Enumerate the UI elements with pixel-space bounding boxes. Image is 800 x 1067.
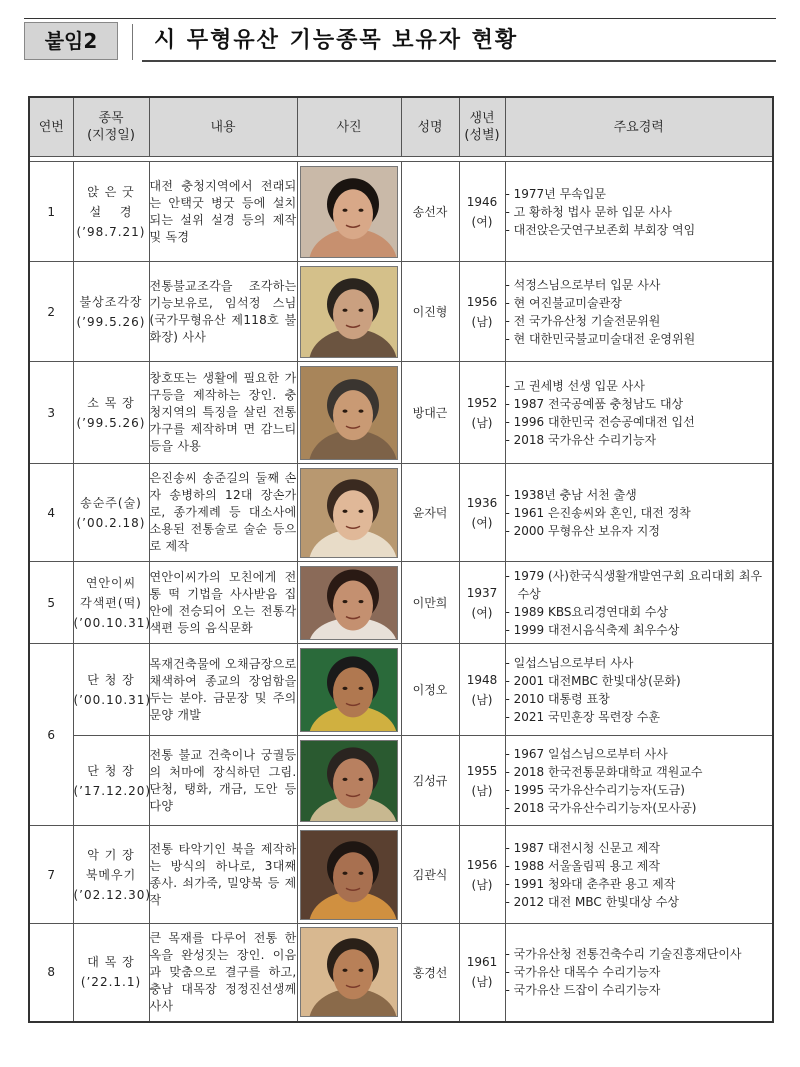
row-number: 2 — [29, 262, 73, 362]
name-cell: 송선자 — [401, 162, 459, 262]
photo-cell — [297, 562, 401, 644]
item-cell: 송순주(술) (’00.2.18) — [73, 464, 149, 562]
name-cell: 이진형 — [401, 262, 459, 362]
desc-cell: 대전 충청지역에서 전래되는 안택굿 병굿 등에 설치되는 설위 설경 등의 제작 및 독경 — [149, 162, 297, 262]
career-item: - 1979 (사)한국식생활개발연구회 요리대회 최우수상 — [505, 568, 763, 601]
col-name: 성명 — [401, 97, 459, 157]
career-cell — [505, 562, 773, 644]
career-cell — [505, 262, 773, 362]
photo-cell — [297, 162, 401, 262]
career-item: - 2018 국가유산 수리기능자 — [505, 432, 657, 447]
desc-cell: 큰 목재를 다루어 전통 한옥을 완성짓는 장인. 이음과 맞춤으로 결구를 하고, 충남 대목장 정정진선생께 사사 — [149, 924, 297, 1022]
birth-cell: 1956 (남) — [459, 262, 505, 362]
birth-cell: 1948 (남) — [459, 644, 505, 736]
col-photo: 사진 — [297, 97, 401, 157]
career-item: - 1989 KBS요리경연대회 수상 — [505, 604, 669, 619]
item-cell: 앉 은 굿 설 경 (’98.7.21) — [73, 162, 149, 262]
col-career: 주요경력 — [505, 97, 773, 157]
desc-cell: 목재건축물에 오채금장으로 채색하여 종교의 장엄함을 두는 분야. 금문장 및 주의 문양 개발 — [149, 644, 297, 736]
portrait-image-3 — [301, 469, 397, 557]
col-no: 연번 — [29, 97, 73, 157]
career-item: - 국가유산청 전통건축수리 기술진흥재단이사 — [505, 947, 742, 962]
header-divider — [132, 24, 133, 60]
row-number: 3 — [29, 362, 73, 464]
header-row — [29, 97, 773, 157]
desc-cell: 전통불교조각을 조각하는 기능보유로, 임석정 스님(국가무형유산 제118호 불화장) 사사 — [149, 262, 297, 362]
career-item: - 일섭스님으로부터 사사 — [505, 655, 634, 670]
portrait-image-8 — [301, 928, 397, 1016]
portrait-photo — [300, 830, 398, 920]
portrait-image-7 — [301, 831, 397, 919]
photo-cell — [297, 826, 401, 924]
portrait-image-4 — [301, 567, 397, 639]
career-item: - 1995 국가유산수리기능자(도금) — [505, 782, 685, 797]
birth-cell: 1961 (남) — [459, 924, 505, 1022]
career-item: - 1977년 무속입문 — [505, 186, 606, 201]
career-item: - 1987 대전시청 신문고 제작 — [505, 840, 660, 855]
career-item: - 2012 대전 MBC 한빛대상 수상 — [505, 894, 679, 909]
career-item: - 2001 대전MBC 한빛대상(문화) — [505, 673, 681, 688]
birth-cell: 1936 (여) — [459, 464, 505, 562]
item-cell: 악 기 장 북메우기 (’02.12.30) — [73, 826, 149, 924]
birth-cell: 1946 (여) — [459, 162, 505, 262]
photo-cell — [297, 262, 401, 362]
career-cell — [505, 644, 773, 736]
portrait-image-5 — [301, 649, 397, 731]
name-cell: 홍경선 — [401, 924, 459, 1022]
name-cell: 이만희 — [401, 562, 459, 644]
career-item: - 석정스님으로부터 입문 사사 — [505, 277, 661, 292]
table-row — [29, 736, 773, 826]
career-item: - 현 여진불교미술관장 — [505, 295, 622, 310]
career-item: - 2000 무형유산 보유자 지정 — [505, 523, 660, 538]
desc-cell: 은진송씨 송준길의 둘째 손자 송병하의 12대 장손가로, 종가제례 등 대소사에 소용된 전통술로 술순 등으로 제작 — [149, 464, 297, 562]
career-item: - 1991 청와대 춘추관 용고 제작 — [505, 876, 676, 891]
birth-cell: 1956 (남) — [459, 826, 505, 924]
row-number: 7 — [29, 826, 73, 924]
top-rule — [24, 18, 776, 19]
portrait-photo — [300, 648, 398, 732]
portrait-photo — [300, 740, 398, 822]
portrait-photo — [300, 266, 398, 358]
birth-cell: 1937 (여) — [459, 562, 505, 644]
photo-cell — [297, 644, 401, 736]
table-row — [29, 924, 773, 1022]
desc-cell: 연안이씨가의 모친에게 전통 떡 기법을 사사받음 집안에 전승되어 오는 전통각색편 등의 음식문화 — [149, 562, 297, 644]
table-row — [29, 262, 773, 362]
photo-cell — [297, 464, 401, 562]
portrait-image-6 — [301, 741, 397, 821]
desc-cell: 전통 타악기인 북을 제작하는 방식의 하나로, 3대째 종사. 쇠가죽, 밀양북 등 제작 — [149, 826, 297, 924]
name-cell: 김관식 — [401, 826, 459, 924]
career-item: - 2021 국민훈장 목련장 수훈 — [505, 709, 660, 724]
career-item: - 1987 전국공예품 충청남도 대상 — [505, 396, 684, 411]
photo-cell — [297, 362, 401, 464]
portrait-photo — [300, 468, 398, 558]
item-cell: 불상조각장 (’99.5.26) — [73, 262, 149, 362]
career-item: - 1996 대한민국 전승공예대전 입선 — [505, 414, 695, 429]
career-item: - 1967 일섭스님으로부터 사사 — [505, 746, 668, 761]
row-number: 8 — [29, 924, 73, 1022]
career-item: - 1999 대전시음식축제 최우수상 — [505, 622, 680, 637]
birth-cell: 1955 (남) — [459, 736, 505, 826]
career-cell — [505, 162, 773, 262]
portrait-image-0 — [301, 167, 397, 257]
career-item: - 1938년 충남 서천 출생 — [505, 487, 637, 502]
row-number: 4 — [29, 464, 73, 562]
attachment-badge: 붙임2 — [24, 22, 118, 60]
career-item: - 고 황하청 법사 문하 입문 사사 — [505, 204, 672, 219]
name-cell: 김성규 — [401, 736, 459, 826]
career-item: - 대전앉은굿연구보존회 부회장 역임 — [505, 222, 696, 237]
table-row — [29, 644, 773, 736]
item-cell: 단 청 장 (’00.10.31) — [73, 644, 149, 736]
career-cell — [505, 362, 773, 464]
name-cell: 방대근 — [401, 362, 459, 464]
table-body — [29, 157, 773, 1022]
holders-table — [28, 96, 774, 1023]
career-item: - 2018 국가유산수리기능자(모사공) — [505, 800, 697, 815]
page-header — [24, 20, 776, 61]
item-cell: 단 청 장 (’17.12.20) — [73, 736, 149, 826]
career-item: - 1961 은진송씨와 혼인, 대전 정착 — [505, 505, 691, 520]
photo-cell — [297, 924, 401, 1022]
portrait-image-2 — [301, 367, 397, 459]
portrait-photo — [300, 566, 398, 640]
portrait-photo — [300, 927, 398, 1017]
career-cell — [505, 826, 773, 924]
career-item: - 현 대한민국불교미술대전 운영위원 — [505, 331, 696, 346]
title-underline — [142, 60, 776, 62]
table-row — [29, 562, 773, 644]
table-row — [29, 464, 773, 562]
table-row — [29, 826, 773, 924]
row-number: 5 — [29, 562, 73, 644]
item-cell: 소 목 장 (’99.5.26) — [73, 362, 149, 464]
career-cell — [505, 464, 773, 562]
photo-cell — [297, 736, 401, 826]
row-number: 1 — [29, 162, 73, 262]
table-row — [29, 162, 773, 262]
career-item: - 2018 한국전통문화대학교 객원교수 — [505, 764, 703, 779]
career-item: - 1988 서울올림픽 용고 제작 — [505, 858, 660, 873]
desc-cell: 창호또는 생활에 필요한 가구등을 제작하는 장인. 충청지역의 특징을 살린 전통가구를 제작하며 면 감느티 등을 사용 — [149, 362, 297, 464]
row-number: 6 — [29, 644, 73, 826]
page-title: 시 무형유산 기능종목 보유자 현황 — [154, 28, 519, 53]
portrait-photo — [300, 366, 398, 460]
name-cell: 이정오 — [401, 644, 459, 736]
portrait-photo — [300, 166, 398, 258]
col-item: 종목 (지정일) — [73, 97, 149, 157]
table-row — [29, 362, 773, 464]
name-cell: 윤자덕 — [401, 464, 459, 562]
col-birth: 생년 (성별) — [459, 97, 505, 157]
birth-cell: 1952 (남) — [459, 362, 505, 464]
career-item: - 국가유산 드잡이 수리기능자 — [505, 983, 661, 998]
col-desc: 내용 — [149, 97, 297, 157]
item-cell: 대 목 장 (’22.1.1) — [73, 924, 149, 1022]
item-cell: 연안이씨 각색편(떡) (’00.10.31) — [73, 562, 149, 644]
desc-cell: 전통 불교 건축이나 궁궐등의 처마에 장식하던 그림. 단청, 탱화, 개금, 도안 등 다양 — [149, 736, 297, 826]
portrait-image-1 — [301, 267, 397, 357]
career-cell — [505, 736, 773, 826]
career-item: - 국가유산 대목수 수리기능자 — [505, 965, 661, 980]
career-item: - 2010 대통령 표창 — [505, 691, 610, 706]
career-cell — [505, 924, 773, 1022]
career-item: - 전 국가유산청 기술전문위원 — [505, 313, 661, 328]
career-item: - 고 권세병 선생 입문 사사 — [505, 378, 645, 393]
